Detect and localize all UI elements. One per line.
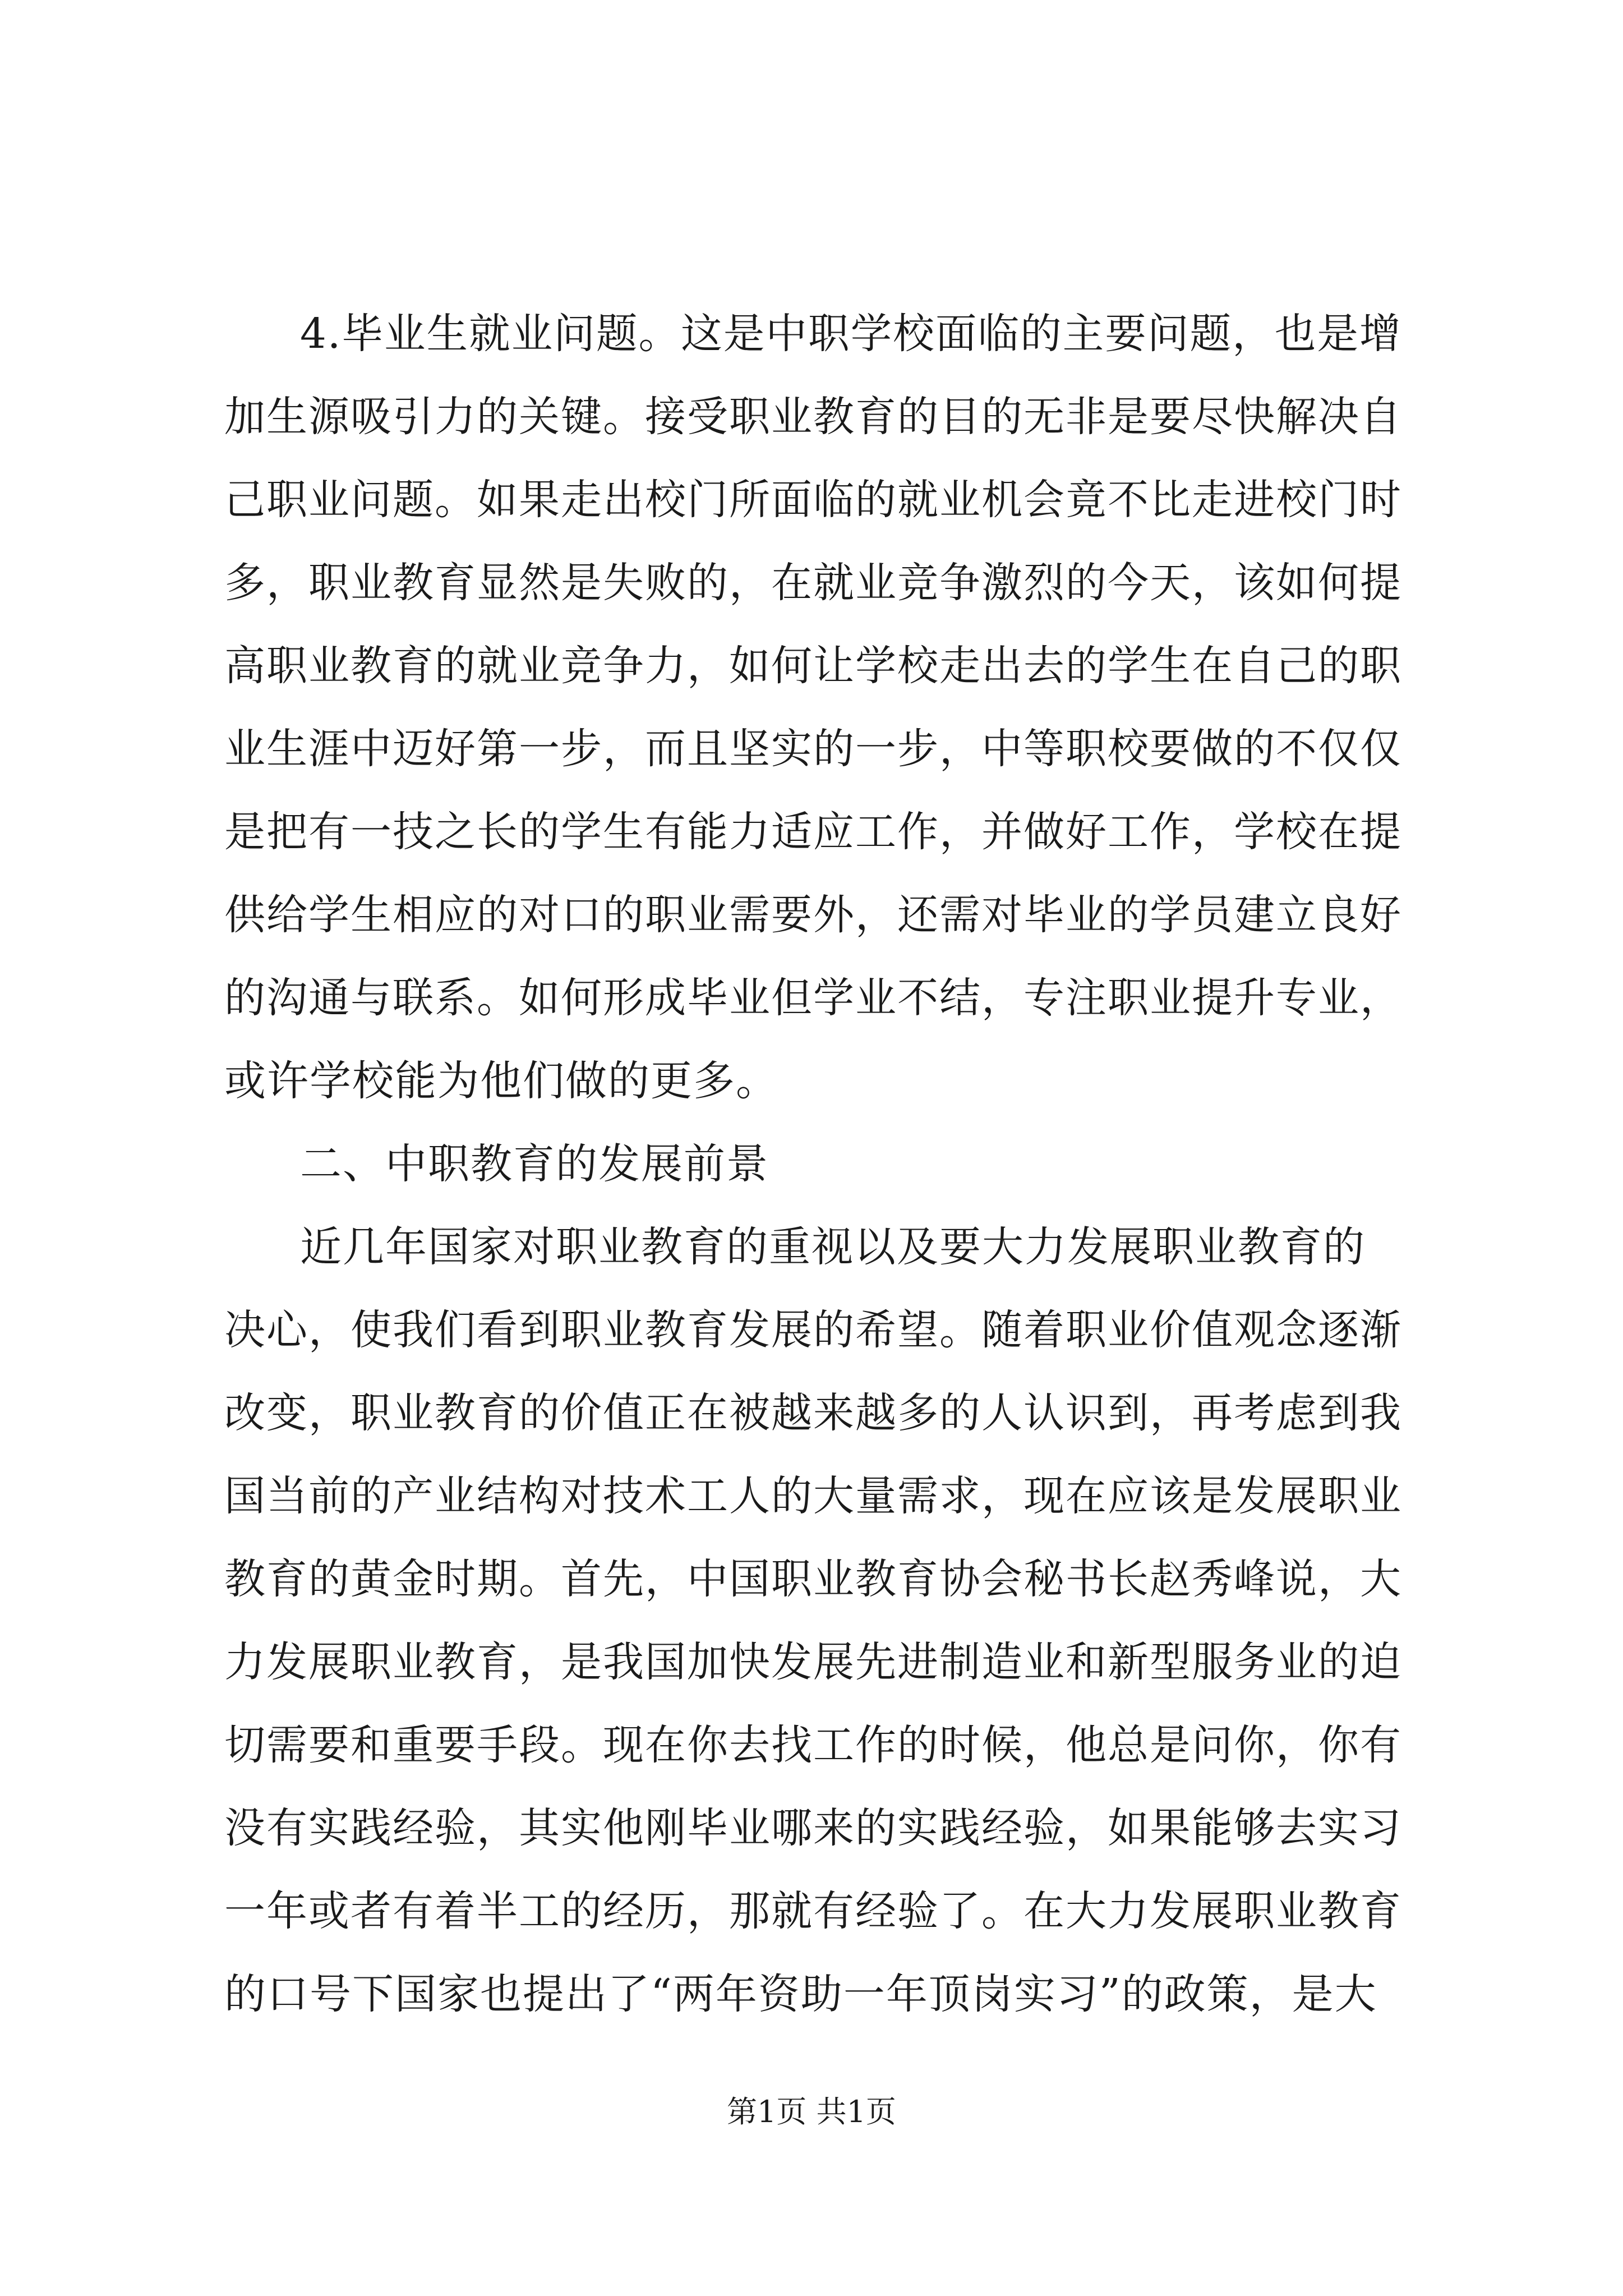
paragraph-line: 业生涯中迈好第一步，而且坚实的一步，中等职校要做的不仅仅 xyxy=(224,725,1402,773)
paragraph-line: 4.毕业生就业问题。这是中职学校面临的主要问题，也是增 xyxy=(300,310,1402,358)
paragraph-line: 切需要和重要手段。现在你去找工作的时候，他总是问你，你有 xyxy=(224,1721,1402,1769)
paragraph-line: 近几年国家对职业教育的重视以及要大力发展职业教育的 xyxy=(300,1223,1366,1271)
paragraph-line: 高职业教育的就业竞争力，如何让学校走出去的学生在自己的职 xyxy=(224,642,1402,690)
paragraph-line: 决心，使我们看到职业教育发展的希望。随着职业价值观念逐渐 xyxy=(224,1306,1402,1354)
paragraph-line: 供给学生相应的对口的职业需要外，还需对毕业的学员建立良好 xyxy=(224,891,1402,939)
section-heading: 二、中职教育的发展前景 xyxy=(300,1140,769,1188)
paragraph-line: 多，职业教育显然是失败的，在就业竞争激烈的今天，该如何提 xyxy=(224,559,1402,607)
paragraph-line: 改变，职业教育的价值正在被越来越多的人认识到，再考虑到我 xyxy=(224,1389,1402,1437)
paragraph-line: 是把有一技之长的学生有能力适应工作，并做好工作，学校在提 xyxy=(224,808,1402,856)
paragraph-line: 的口号下国家也提出了“两年资助一年顶岗实习”的政策，是大 xyxy=(224,1970,1377,2018)
paragraph-line: 或许学校能为他们做的更多。 xyxy=(224,1057,778,1105)
paragraph-line: 己职业问题。如果走出校门所面临的就业机会竟不比走进校门时 xyxy=(224,476,1402,524)
paragraph-line: 教育的黄金时期。首先，中国职业教育协会秘书长赵秀峰说，大 xyxy=(224,1555,1402,1603)
paragraph-line: 国当前的产业结构对技术工人的大量需求，现在应该是发展职业 xyxy=(224,1472,1402,1520)
paragraph-line: 加生源吸引力的关键。接受职业教育的目的无非是要尽快解决自 xyxy=(224,393,1402,441)
page-footer: 第1页 共1页 xyxy=(727,2094,896,2129)
paragraph-line: 的沟通与联系。如何形成毕业但学业不结，专注职业提升专业， xyxy=(224,974,1402,1022)
paragraph-line: 力发展职业教育，是我国加快发展先进制造业和新型服务业的迫 xyxy=(224,1638,1402,1686)
paragraph-line: 一年或者有着半工的经历，那就有经验了。在大力发展职业教育 xyxy=(224,1887,1402,1935)
paragraph-line: 没有实践经验，其实他刚毕业哪来的实践经验，如果能够去实习 xyxy=(224,1804,1402,1852)
